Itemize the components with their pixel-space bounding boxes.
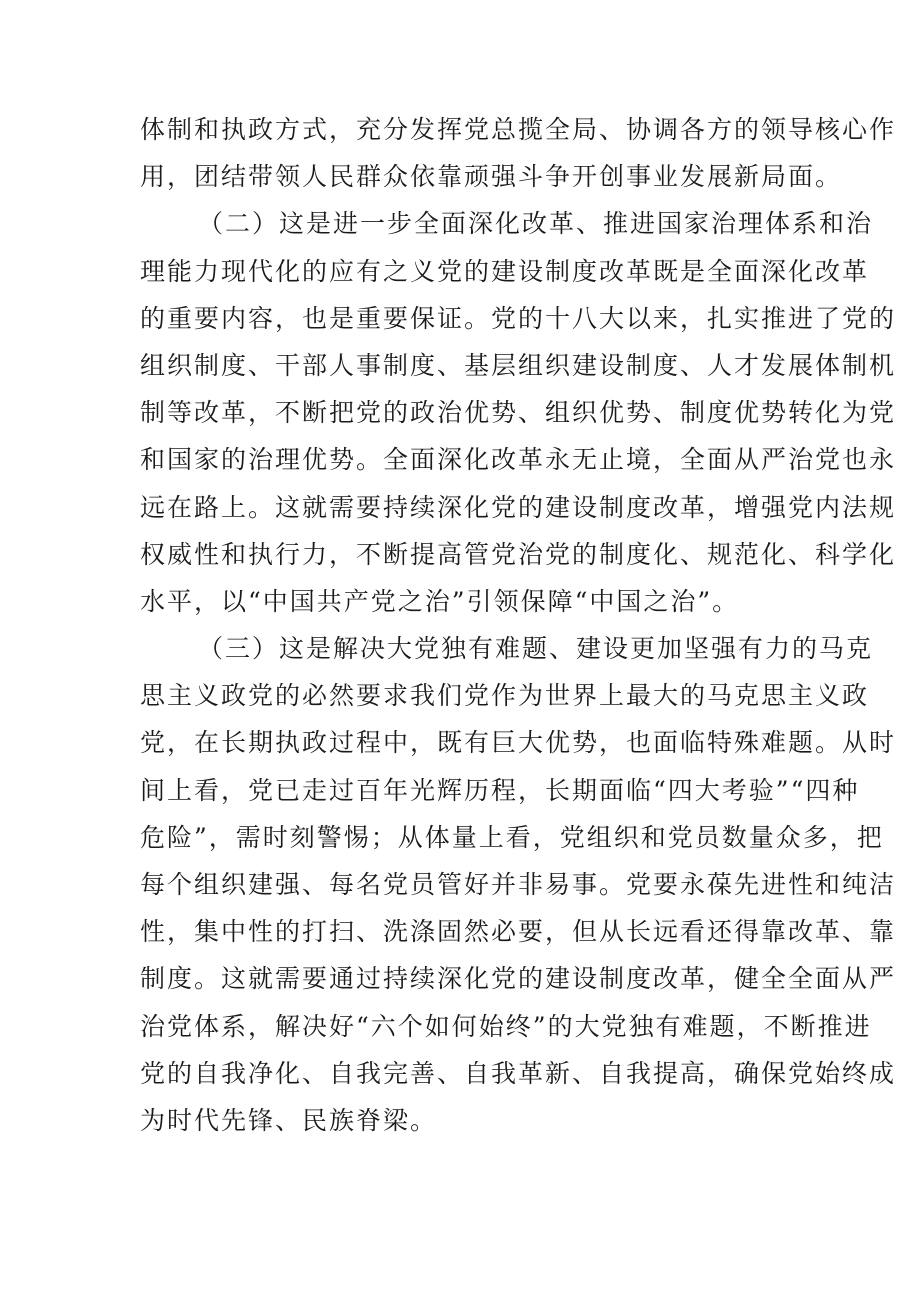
text-line: 和国家的治理优势。全面深化改革永无止境，全面从严治党也永 bbox=[140, 445, 897, 475]
text-line: 的重要内容，也是重要保证。党的十八大以来，扎实推进了党的 bbox=[140, 303, 897, 333]
text-line: 危险”，需时刻警惕；从体量上看，党组织和党员数量众多，把 bbox=[140, 822, 884, 852]
text-line: 制度。这就需要通过持续深化党的建设制度改革，健全全面从严 bbox=[140, 964, 897, 994]
text-line: 理能力现代化的应有之义党的建设制度改革既是全面深化改革 bbox=[140, 256, 870, 286]
text-line: 远在路上。这就需要持续深化党的建设制度改革，增强党内法规 bbox=[140, 492, 897, 522]
body-text bbox=[140, 106, 897, 1144]
text-line: 治党体系，解决好“六个如何始终”的大党独有难题，不断推进 bbox=[140, 1011, 872, 1041]
section-2-heading-line: （二）这是进一步全面深化改革、推进国家治理体系和治 bbox=[198, 209, 874, 239]
text-line: 为时代先锋、民族脊梁。 bbox=[140, 1105, 438, 1135]
text-line: 性，集中性的打扫、洗涤固然必要，但从长远看还得靠改革、靠 bbox=[140, 917, 897, 947]
text-line: 体制和执政方式，充分发挥党总揽全局、协调各方的领导核心作 bbox=[140, 115, 897, 144]
text-line: 每个组织建强、每名党员管好并非易事。党要永葆先进性和纯洁 bbox=[140, 870, 897, 899]
text-line: 党，在长期执政过程中，既有巨大优势，也面临特殊难题。从时 bbox=[140, 728, 897, 758]
text-line: 权威性和执行力，不断提高管党治党的制度化、规范化、科学化 bbox=[140, 539, 897, 569]
text-line: 组织制度、干部人事制度、基层组织建设制度、人才发展体制机 bbox=[140, 350, 897, 380]
text-line: 水平，以“中国共产党之治”引领保障“中国之治”。 bbox=[140, 586, 740, 616]
text-line: 间上看，党已走过百年光辉历程，长期面临“四大考验”“四种 bbox=[140, 775, 860, 805]
text-line: 制等改革，不断把党的政治优势、组织优势、制度优势转化为党 bbox=[140, 398, 897, 428]
section-3-heading-line: （三）这是解决大党独有难题、建设更加坚强有力的马克 bbox=[198, 634, 874, 664]
text-line: 思主义政党的必然要求我们党作为世界上最大的马克思主义政 bbox=[140, 681, 870, 711]
text-line: 用，团结带领人民群众依靠顽强斗争开创事业发展新局面。 bbox=[140, 162, 843, 192]
text-line: 党的自我净化、自我完善、自我革新、自我提高，确保党始终成 bbox=[140, 1058, 897, 1088]
